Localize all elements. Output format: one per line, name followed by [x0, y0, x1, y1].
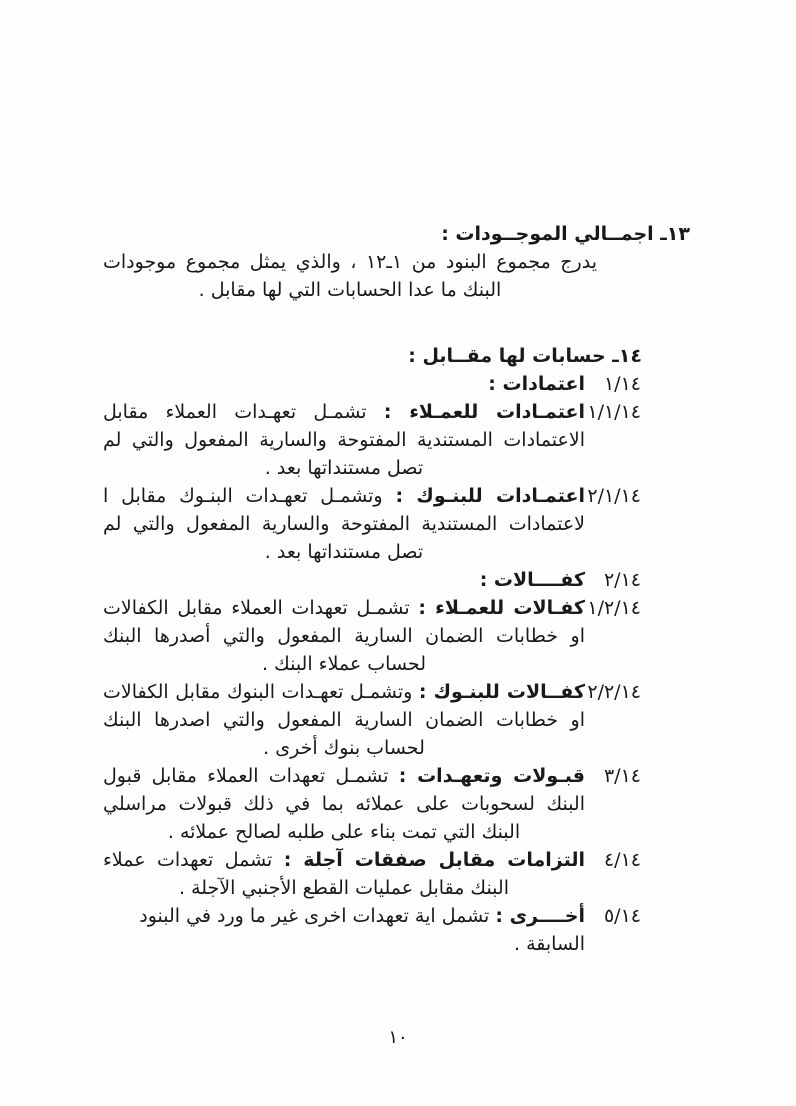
item-number: ١/١/١٤	[587, 401, 641, 423]
list-item	[103, 762, 641, 846]
list-item	[103, 846, 641, 902]
item-description: تشمـل تعهـدات العملاء مقابل الاعتمادات المستندية المفتوحة والسارية المفعول والتي لم تصل مستنداتها بعد .	[103, 401, 585, 479]
item-text	[103, 370, 585, 398]
list-item	[103, 902, 641, 958]
item-text	[103, 678, 585, 762]
page-content	[103, 220, 693, 958]
item-term: قبـولات وتعهـدات :	[398, 765, 585, 787]
item-number: ١/١٤	[603, 373, 641, 395]
item-text	[103, 594, 585, 678]
item-description: تشمـل تعهدات العملاء مقابل قبول البنك لسحوبات على عملائه بما في ذلك قبولات مراسلي البنك التي تمت بناء على طلبه لصالح عملائه .	[103, 765, 585, 843]
item-term: كفــــالات :	[479, 569, 585, 591]
item-text	[103, 482, 585, 566]
list-item	[103, 566, 641, 594]
item-text	[103, 762, 585, 846]
item-number: ٢/١/١٤	[587, 485, 641, 507]
item-term: اعتمـادات للبنـوك :	[395, 485, 585, 507]
item-description: وتشمـل تعهـدات البنـوك مقابل ا لاعتمادات المستندية المفتوحة والسارية المفعول والتي لم تصل مستنداتها بعد .	[103, 485, 585, 563]
item-term: كفـالات للعمـلاء :	[418, 597, 585, 619]
item-term: كفــالات للبنـوك :	[418, 681, 585, 703]
item-description: تشمل اية تعهدات اخرى غير ما ورد في البنود السابقة .	[139, 905, 585, 955]
list-item	[103, 398, 641, 482]
section-13-paragraph: يدرج مجموع البنود من ١ـ١٢ ، والذي يمثل مجموع موجودات البنك ما عدا الحسابات التي لها مقابل .	[103, 251, 597, 301]
item-term: التزامات مقابل صفقات آجلة :	[283, 849, 585, 871]
item-text	[103, 566, 585, 594]
list-item	[103, 678, 641, 762]
page-number: ١٠	[388, 1027, 408, 1048]
item-number: ٢/٢/١٤	[587, 681, 641, 703]
item-text	[103, 902, 585, 958]
item-number: ٥/١٤	[603, 905, 641, 927]
item-text	[103, 398, 585, 482]
list-item	[103, 482, 641, 566]
item-description: تشمـل تعهدات العملاء مقابل الكفالات او خطابات الضمان السارية المفعول والتي أصدرها البنك لحساب عملاء البنك .	[103, 597, 585, 675]
item-number: ٢/١٤	[603, 569, 641, 591]
item-term: اعتمادات :	[488, 373, 585, 395]
list-item	[103, 370, 641, 398]
item-description: وتشمـل تعهـدات البنوك مقابل الكفالات او خطابات الضمان السارية المفعول والتي اصدرها البنك لحساب بنوك أخرى .	[103, 681, 585, 759]
section-14-heading: ١٤ـ حسابات لها مقــابل :	[408, 345, 642, 367]
item-term: اعتمـادات للعمـلاء :	[383, 401, 585, 423]
item-term: أخــــرى :	[495, 905, 585, 927]
list-item	[103, 594, 641, 678]
item-text	[103, 846, 585, 902]
item-number: ٣/١٤	[603, 765, 641, 787]
item-number: ١/٢/١٤	[587, 597, 641, 619]
item-description: تشمل تعهدات عملاء البنك مقابل عمليات القطع الأجنبي الآجلة .	[103, 849, 509, 899]
section-14-item-list	[103, 370, 693, 958]
section-13-heading: ١٣ـ اجمــالي الموجــودات :	[441, 223, 690, 245]
item-number: ٤/١٤	[603, 849, 641, 871]
